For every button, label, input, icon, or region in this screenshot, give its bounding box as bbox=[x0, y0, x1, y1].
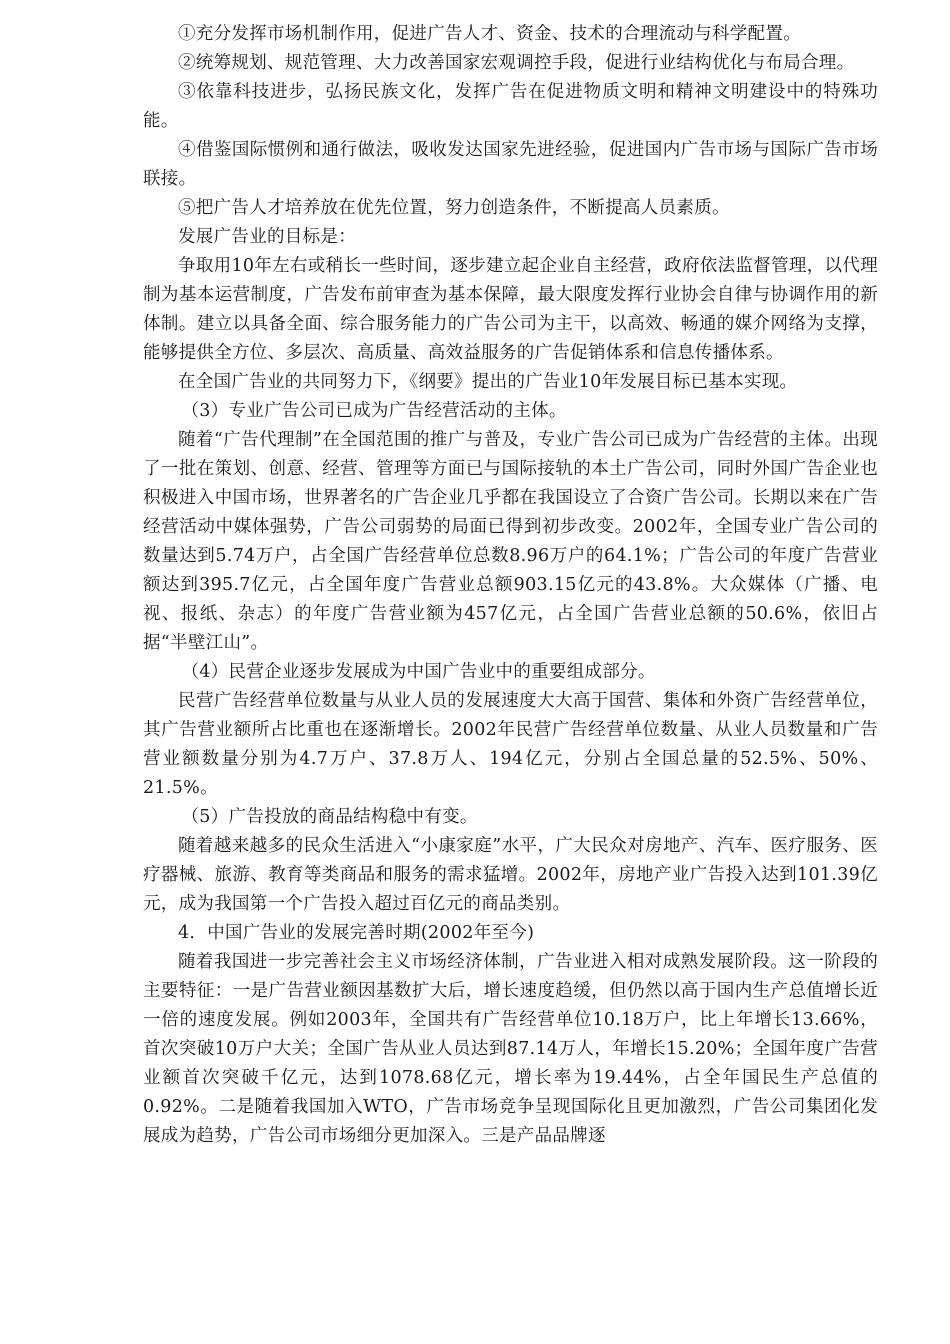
paragraph-agency-body: 随着“广告代理制”在全国范围的推广与普及，专业广告公司已成为广告经营的主体。出现了一批在策划、创意、经营、管理等方面已与国际接轨的本土广告公司，同时外国广告企业也积极进入中国市场，世界著名的广告企业几乎都在我国设立了合资广告公司。长期以来在广告经营活动中媒体强势，广告公司弱势的局面已得到初步改变。2002年，全国专业广告公司的数量达到5.74万户，占全国广告经营单位总数8.96万户的64.1%；广告公司的年度广告营业额达到395.7亿元，占全国年度广告营业总额903.15亿元的43.8%。大众媒体（广播、电视、报纸、杂志）的年度广告营业额为457亿元，占全国广告营业总额的50.6%，依旧占据“半壁江山”。 bbox=[143, 430, 878, 653]
paragraph-principle-4: ④借鉴国际惯例和通行做法，吸收发达国家先进经验，促进国内广告市场与国际广告市场联接。 bbox=[143, 140, 878, 189]
paragraph-principle-1: ①充分发挥市场机制作用，促进广告人才、资金、技术的合理流动与科学配置。 bbox=[178, 24, 801, 44]
paragraph-principle-5: ⑤把广告人才培养放在优先位置，努力创造条件，不断提高人员素质。 bbox=[178, 198, 730, 218]
paragraph-goods-body: 随着越来越多的民众生活进入“小康家庭”水平，广大民众对房地产、汽车、医疗服务、医疗器械、旅游、教育等类商品和服务的需求猛增。2002年，房地产业广告投入达到101.39亿元，成为我国第一个广告投入超过百亿元的商品类别。 bbox=[143, 836, 878, 914]
section-heading-period-4: 4．中国广告业的发展完善时期(2002年至今) bbox=[178, 923, 535, 943]
paragraph-private-body: 民营广告经营单位数量与从业人员的发展速度大大高于国营、集体和外资广告经营单位，其广告营业额所占比重也在逐渐增长。2002年民营广告经营单位数量、从业人员数量和广告营业额数量分别为4.7万户、37.8万人、194亿元，分别占全国总量的52.5%、50%、21.5%。 bbox=[143, 691, 878, 798]
section-heading-3: （3）专业广告公司已成为广告经营活动的主体。 bbox=[181, 401, 567, 421]
paragraph-goal-heading: 发展广告业的目标是： bbox=[178, 227, 356, 247]
paragraph-principle-3: ③依靠科技进步，弘扬民族文化，发挥广告在促进物质文明和精神文明建设中的特殊功能。 bbox=[143, 82, 878, 131]
paragraph-mature-body: 随着我国进一步完善社会主义市场经济体制，广告业进入相对成熟发展阶段。这一阶段的主要特征：一是广告营业额因基数扩大后，增长速度趋缓，但仍然以高于国内生产总值增长近一倍的速度发展。例如2003年，全国共有广告经营单位10.18万户，比上年增长13.66%，首次突破10万户大关；全国广告从业人员达到87.14万人，年增长15.20%；全国年度广告营业额首次突破千亿元，达到1078.68亿元，增长率为19.44%，占全年国民生产总值的0.92%。二是随着我国加入WTO，广告市场竞争呈现国际化且更加激烈，广告公司集团化发展成为趋势，广告公司市场细分更加深入。三是产品品牌逐 bbox=[143, 952, 878, 1146]
paragraph-goal-achieved: 在全国广告业的共同努力下，《纲要》提出的广告业10年发展目标已基本实现。 bbox=[178, 372, 798, 392]
paragraph-goal-body: 争取用10年左右或稍长一些时间，逐步建立起企业自主经营，政府依法监督管理，以代理制为基本运营制度，广告发布前审查为基本保障，最大限度发挥行业协会自律与协调作用的新体制。建立以具备全面、综合服务能力的广告公司为主干，以高效、畅通的媒介网络为支撑，能够提供全方位、多层次、高质量、高效益服务的广告促销体系和信息传播体系。 bbox=[143, 256, 878, 363]
paragraph-principle-2: ②统筹规划、规范管理、大力改善国家宏观调控手段，促进行业结构优化与布局合理。 bbox=[178, 53, 855, 73]
document-page bbox=[143, 20, 878, 1151]
section-heading-4: （4）民营企业逐步发展成为中国广告业中的重要组成部分。 bbox=[181, 662, 656, 682]
section-heading-5: （5）广告投放的商品结构稳中有变。 bbox=[181, 807, 478, 827]
